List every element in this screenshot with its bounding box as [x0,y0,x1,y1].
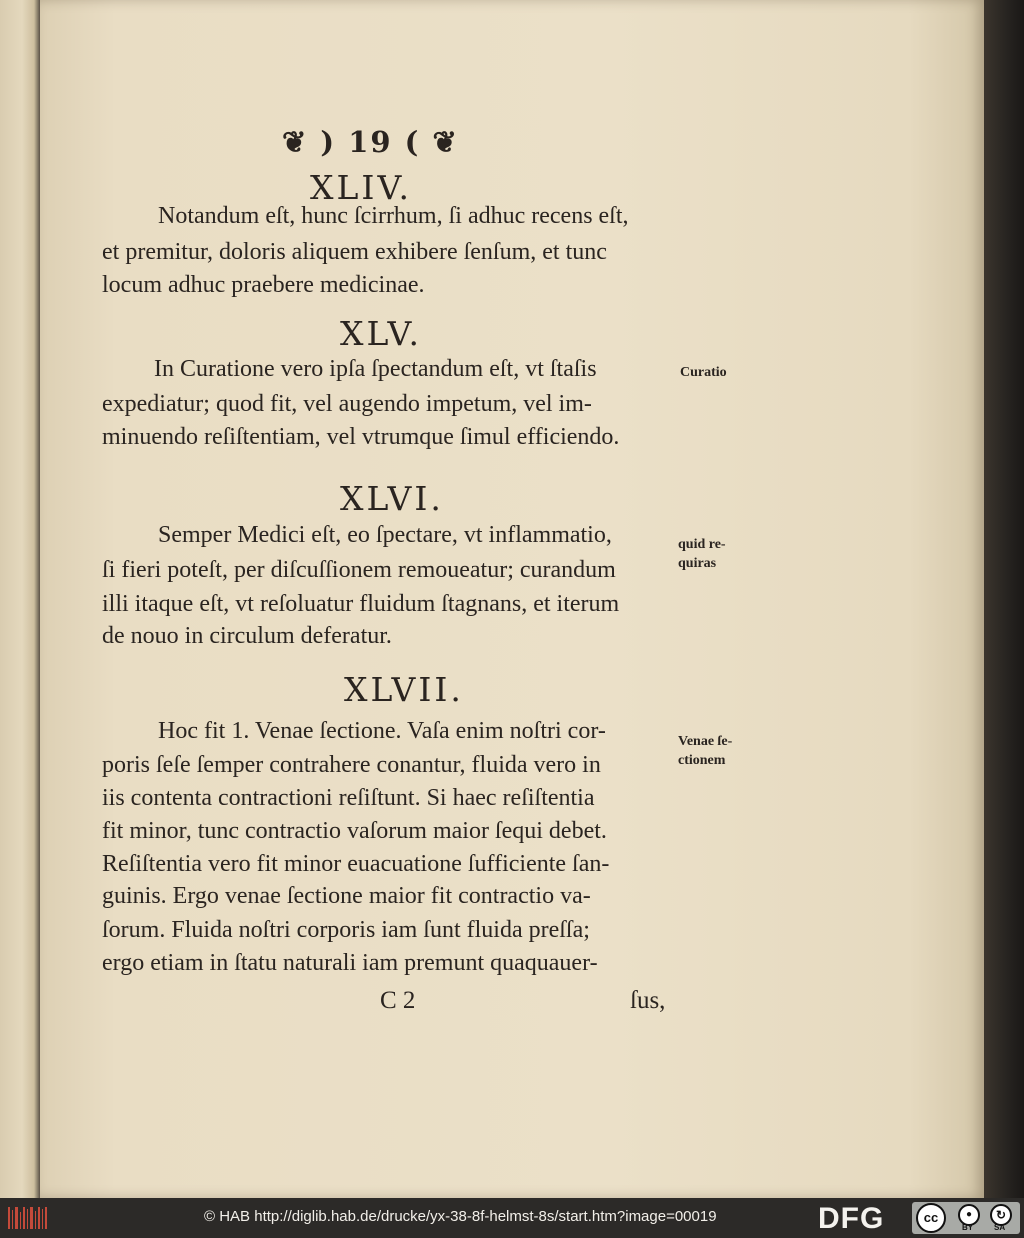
text-line: illi itaque eſt, vt reſoluatur fluidum ſtagnans, et iterum [102,591,620,617]
section-heading-xlv: XLV. [340,314,423,353]
margin-note-quid-requiras: quiras [678,556,717,571]
by-person-icon: ● [958,1204,980,1226]
text-line: ergo etiam in ſtatu naturali iam premunt quaquauer- [102,950,598,976]
sa-label: SA [994,1223,1006,1232]
cc-icon: cc [916,1203,946,1233]
cc-license-badge[interactable] [912,1202,1020,1234]
by-label: BY [962,1223,974,1232]
footer-bar [0,1198,1024,1238]
share-alike-icon: ↻ [990,1204,1012,1226]
section-heading-xliv: XLIV. [310,168,412,207]
text-line: ſorum. Fluida noſtri corporis iam ſunt fluida preſſa; [102,917,590,943]
margin-note-curatio: Curatio [680,365,727,380]
text-line: iis contenta contractioni reſiſtunt. Si haec reſiſtentia [102,785,595,811]
page-header: ❦ ) 19 ( ❦ [282,125,459,159]
barcode-icon [6,1204,50,1232]
margin-note-venae-sectionem: ctionem [678,753,726,768]
margin-note-quid-requiras: quid re- [678,537,726,552]
signature-mark: C 2 [380,987,416,1014]
text-line: Semper Medici eſt, eo ſpectare, vt inflammatio, [158,522,612,548]
dfg-logo: DFG [818,1202,885,1235]
text-line: guinis. Ergo venae ſectione maior fit contractio va- [102,883,591,909]
book-page [40,0,984,1198]
section-heading-xlvii: XLVII. [344,670,464,709]
catchword: ſus, [630,987,666,1014]
text-line: expediatur; quod fit, vel augendo impetum, vel im- [102,391,592,417]
text-line: et premitur, doloris aliquem exhibere ſenſum, et tunc [102,239,607,265]
text-line: fit minor, tunc contractio vaſorum maior ſequi debet. [102,818,607,844]
text-line: Hoc fit 1. Venae ſectione. Vaſa enim noſtri cor- [158,718,606,744]
text-line: poris ſeſe ſemper contrahere conantur, fluida vero in [102,752,601,778]
previous-page-edge [0,0,40,1198]
margin-note-venae-sectionem: Venae ſe- [678,734,733,749]
text-line: de nouo in circulum deferatur. [102,623,392,649]
text-line: locum adhuc praebere medicinae. [102,272,425,298]
text-line: In Curatione vero ipſa ſpectandum eſt, vt ſtaſis [154,356,597,382]
copyright-link[interactable]: © HAB http://diglib.hab.de/drucke/yx-38-8f-helmst-8s/start.htm?image=00019 [204,1208,717,1225]
text-line: Notandum eſt, hunc ſcirrhum, ſi adhuc recens eſt, [158,203,629,229]
section-heading-xlvi: XLVI. [340,479,444,518]
page-shadow-edge [984,0,1024,1198]
text-line: ſi fieri poteſt, per diſcuſſionem remoueatur; curandum [102,557,616,583]
text-line: Reſiſtentia vero fit minor euacuatione ſufficiente ſan- [102,851,610,877]
text-line: minuendo reſiſtentiam, vel vtrumque ſimul efficiendo. [102,424,620,450]
